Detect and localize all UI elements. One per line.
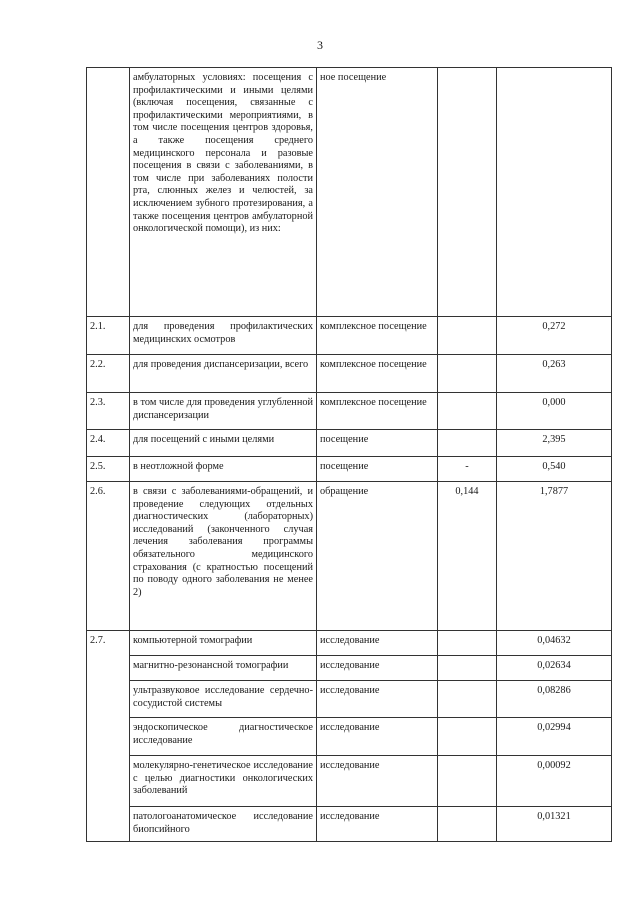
row-number	[87, 656, 130, 681]
row-name: для посещений с иными целями	[130, 430, 317, 457]
row-unit: комплексное посещение	[317, 317, 438, 355]
row-unit: комплексное посещение	[317, 355, 438, 393]
row-number: 2.7.	[87, 631, 130, 656]
row-number	[87, 718, 130, 756]
row-value-b: 0,272	[497, 317, 612, 355]
row-value-b: 0,02994	[497, 718, 612, 756]
row-unit: исследование	[317, 718, 438, 756]
row-number: 2.4.	[87, 430, 130, 457]
row-value-a	[438, 718, 497, 756]
row-number	[87, 681, 130, 718]
table-row	[87, 355, 612, 393]
row-name: в том числе для проведения углубленной диспансеризации	[130, 393, 317, 430]
row-value-b: 0,01321	[497, 807, 612, 842]
row-value-b: 0,00092	[497, 756, 612, 807]
row-value-a	[438, 631, 497, 656]
table-row	[87, 718, 612, 756]
row-unit: ное посещение	[317, 68, 438, 317]
row-value-a: -	[438, 457, 497, 482]
table-row	[87, 482, 612, 631]
row-name: амбулаторных условиях: посещения с профилактическими и иными целями (включая посещения, связанные с профилактическими мероприятиями, в том числе посещения центров здоровья, а также посещения среднего медицинского персонала и разовые посещения в связи с заболеваниями, в том числе при заболеваниях полости рта, слюнных желез и челюстей, за исключением зубного протезирования, а также посещения центров амбулаторной онкологической помощи), из них:	[130, 68, 317, 317]
row-name: компьютерной томографии	[130, 631, 317, 656]
row-name: патологоанатомическое исследование биопсийного	[130, 807, 317, 842]
row-unit: исследование	[317, 656, 438, 681]
row-number: 2.2.	[87, 355, 130, 393]
row-unit: посещение	[317, 430, 438, 457]
row-unit: исследование	[317, 756, 438, 807]
row-name: молекулярно-генетическое исследование с целью диагностики онкологических заболеваний	[130, 756, 317, 807]
table-row	[87, 430, 612, 457]
row-unit: исследование	[317, 807, 438, 842]
table-row	[87, 631, 612, 656]
row-number	[87, 756, 130, 807]
row-number	[87, 68, 130, 317]
row-value-b: 0,04632	[497, 631, 612, 656]
table-row	[87, 681, 612, 718]
row-value-a	[438, 430, 497, 457]
row-name: для проведения профилактических медицинских осмотров	[130, 317, 317, 355]
row-value-b: 0,02634	[497, 656, 612, 681]
table-row	[87, 68, 612, 317]
row-value-a	[438, 681, 497, 718]
table-row	[87, 807, 612, 842]
row-name: в неотложной форме	[130, 457, 317, 482]
table-row	[87, 756, 612, 807]
row-name: ультразвуковое исследование сердечно-сосудистой системы	[130, 681, 317, 718]
row-value-b: 0,540	[497, 457, 612, 482]
row-number: 2.3.	[87, 393, 130, 430]
row-number: 2.1.	[87, 317, 130, 355]
row-value-b	[497, 68, 612, 317]
row-value-a	[438, 393, 497, 430]
row-name: для проведения диспансеризации, всего	[130, 355, 317, 393]
row-name: в связи с заболеваниями-обращений, и проведение следующих отдельных диагностических (лабораторных) исследований (законченного случая лечения заболевания программы обязательного медицинского страхования (с кратностью посещений по поводу одного заболевания не менее 2)	[130, 482, 317, 631]
page-number: 3	[317, 38, 323, 52]
table-row	[87, 393, 612, 430]
row-unit: обращение	[317, 482, 438, 631]
row-unit: исследование	[317, 681, 438, 718]
row-number: 2.5.	[87, 457, 130, 482]
row-value-a	[438, 756, 497, 807]
row-value-a	[438, 807, 497, 842]
row-value-b: 1,7877	[497, 482, 612, 631]
row-unit: посещение	[317, 457, 438, 482]
table-row	[87, 317, 612, 355]
row-value-a	[438, 68, 497, 317]
row-value-b: 0,000	[497, 393, 612, 430]
row-value-a	[438, 317, 497, 355]
row-value-a: 0,144	[438, 482, 497, 631]
indicators-table	[86, 67, 612, 842]
row-name: магнитно-резонансной томографии	[130, 656, 317, 681]
row-value-b: 2,395	[497, 430, 612, 457]
row-value-b: 0,08286	[497, 681, 612, 718]
row-value-a	[438, 656, 497, 681]
row-value-b: 0,263	[497, 355, 612, 393]
table-row	[87, 457, 612, 482]
row-name: эндоскопическое диагностическое исследование	[130, 718, 317, 756]
row-unit: комплексное посещение	[317, 393, 438, 430]
row-number	[87, 807, 130, 842]
table-row	[87, 656, 612, 681]
row-unit: исследование	[317, 631, 438, 656]
row-value-a	[438, 355, 497, 393]
row-number: 2.6.	[87, 482, 130, 631]
